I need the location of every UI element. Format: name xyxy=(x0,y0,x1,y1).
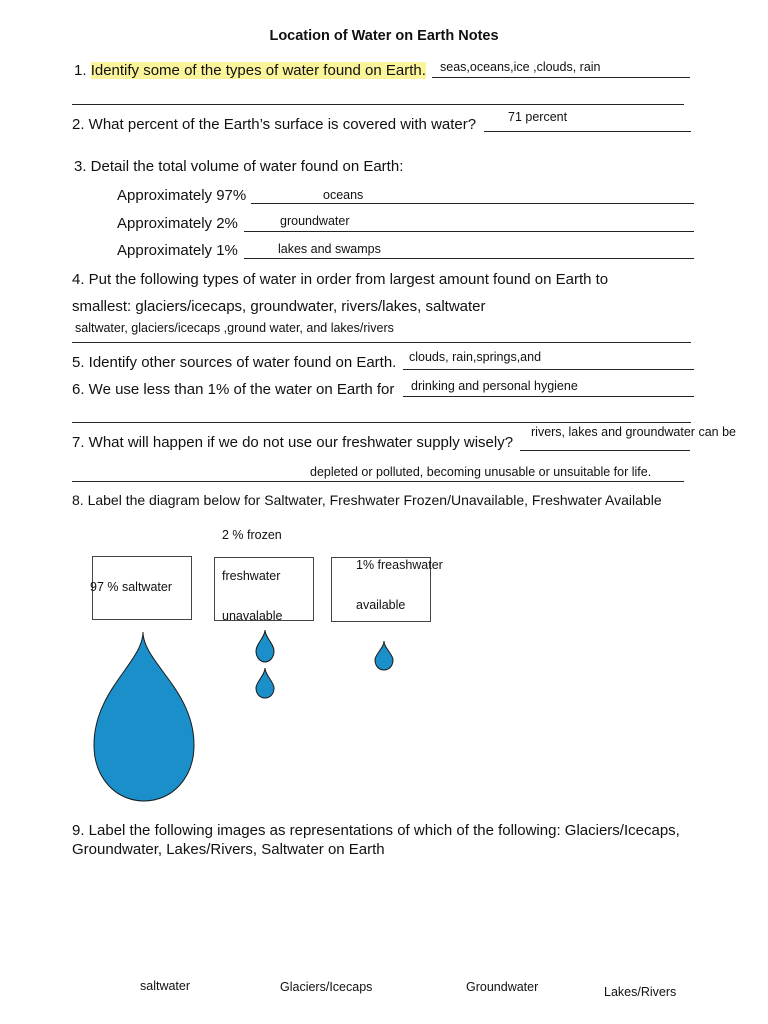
question-3-row-3-answer: lakes and swamps xyxy=(278,242,381,256)
question-2: 2. What percent of the Earth’s surface is covered with water? xyxy=(72,116,477,133)
frozen-label-line-1: freshwater xyxy=(222,569,281,583)
available-label-line-2: available xyxy=(356,598,406,612)
image-label-groundwater: Groundwater xyxy=(466,980,539,994)
question-1-text: Identify some of the types of water found on Earth. xyxy=(90,62,426,79)
question-9-line-2: Groundwater, Lakes/Rivers, Saltwater on Earth xyxy=(72,841,385,858)
question-3-row-3-label: Approximately 1% xyxy=(117,242,238,259)
answer-5: clouds, rain,springs,and xyxy=(409,350,542,364)
answer-line-5 xyxy=(403,369,694,370)
answer-6: drinking and personal hygiene xyxy=(411,379,578,393)
answer-line-3c xyxy=(244,258,694,259)
question-4-line-1: 4. Put the following types of water in order from largest amount found on Earth to xyxy=(72,271,609,288)
question-4-line-2: smallest: glaciers/icecaps, groundwater, rivers/lakes, saltwater xyxy=(72,298,486,315)
answer-line-1 xyxy=(432,77,690,78)
question-3-row-2-label: Approximately 2% xyxy=(117,215,238,232)
question-1 xyxy=(74,62,426,79)
available-label-line-1: 1% freashwater xyxy=(356,558,443,572)
small-water-drop-1 xyxy=(256,630,274,662)
answer-1: seas,oceans,ice ,clouds, rain xyxy=(440,60,601,74)
frozen-percent-label: 2 % frozen xyxy=(222,528,282,542)
answer-line-3a xyxy=(251,203,694,204)
answer-line-6b xyxy=(72,422,691,423)
answer-4: saltwater, glaciers/icecaps ,ground water, and lakes/rivers xyxy=(75,321,394,335)
small-water-drop-3 xyxy=(375,641,393,670)
answer-line-4 xyxy=(72,342,691,343)
question-3-row-2-answer: groundwater xyxy=(280,214,350,228)
answer-line-7 xyxy=(520,450,690,451)
answer-line-7b xyxy=(72,481,684,482)
answer-7-line-2: depleted or polluted, becoming unusable or unsuitable for life. xyxy=(310,465,652,479)
question-3: 3. Detail the total volume of water found on Earth: xyxy=(74,158,404,175)
question-6: 6. We use less than 1% of the water on Earth for xyxy=(72,381,395,398)
question-5: 5. Identify other sources of water found on Earth. xyxy=(72,354,397,371)
answer-line-2 xyxy=(484,131,691,132)
saltwater-label: 97 % saltwater xyxy=(90,580,172,594)
question-9-line-1: 9. Label the following images as representations of which of the following: Glaciers/Icecaps, xyxy=(72,822,680,839)
answer-line-6 xyxy=(403,396,694,397)
answer-2: 71 percent xyxy=(508,110,568,124)
frozen-label-line-2: unavalable xyxy=(222,609,283,623)
question-3-row-1-answer: oceans xyxy=(323,188,364,202)
image-label-glaciers: Glaciers/Icecaps xyxy=(280,980,373,994)
large-water-drop xyxy=(94,632,194,801)
question-1-number: 1. xyxy=(74,62,87,79)
question-8: 8. Label the diagram below for Saltwater, Freshwater Frozen/Unavailable, Freshwater Available xyxy=(72,492,662,508)
image-label-saltwater: saltwater xyxy=(140,979,191,993)
answer-line-3b xyxy=(244,231,694,232)
question-3-row-1-label: Approximately 97% xyxy=(117,187,247,204)
answer-line-1b xyxy=(72,104,684,105)
question-7: 7. What will happen if we do not use our freshwater supply wisely? xyxy=(72,434,514,451)
image-label-lakes-rivers: Lakes/Rivers xyxy=(604,985,677,999)
small-water-drop-2 xyxy=(256,668,274,698)
water-drops-diagram xyxy=(0,620,768,810)
answer-7-line-1: rivers, lakes and groundwater can be xyxy=(531,425,736,439)
page-title: Location of Water on Earth Notes xyxy=(269,28,499,44)
